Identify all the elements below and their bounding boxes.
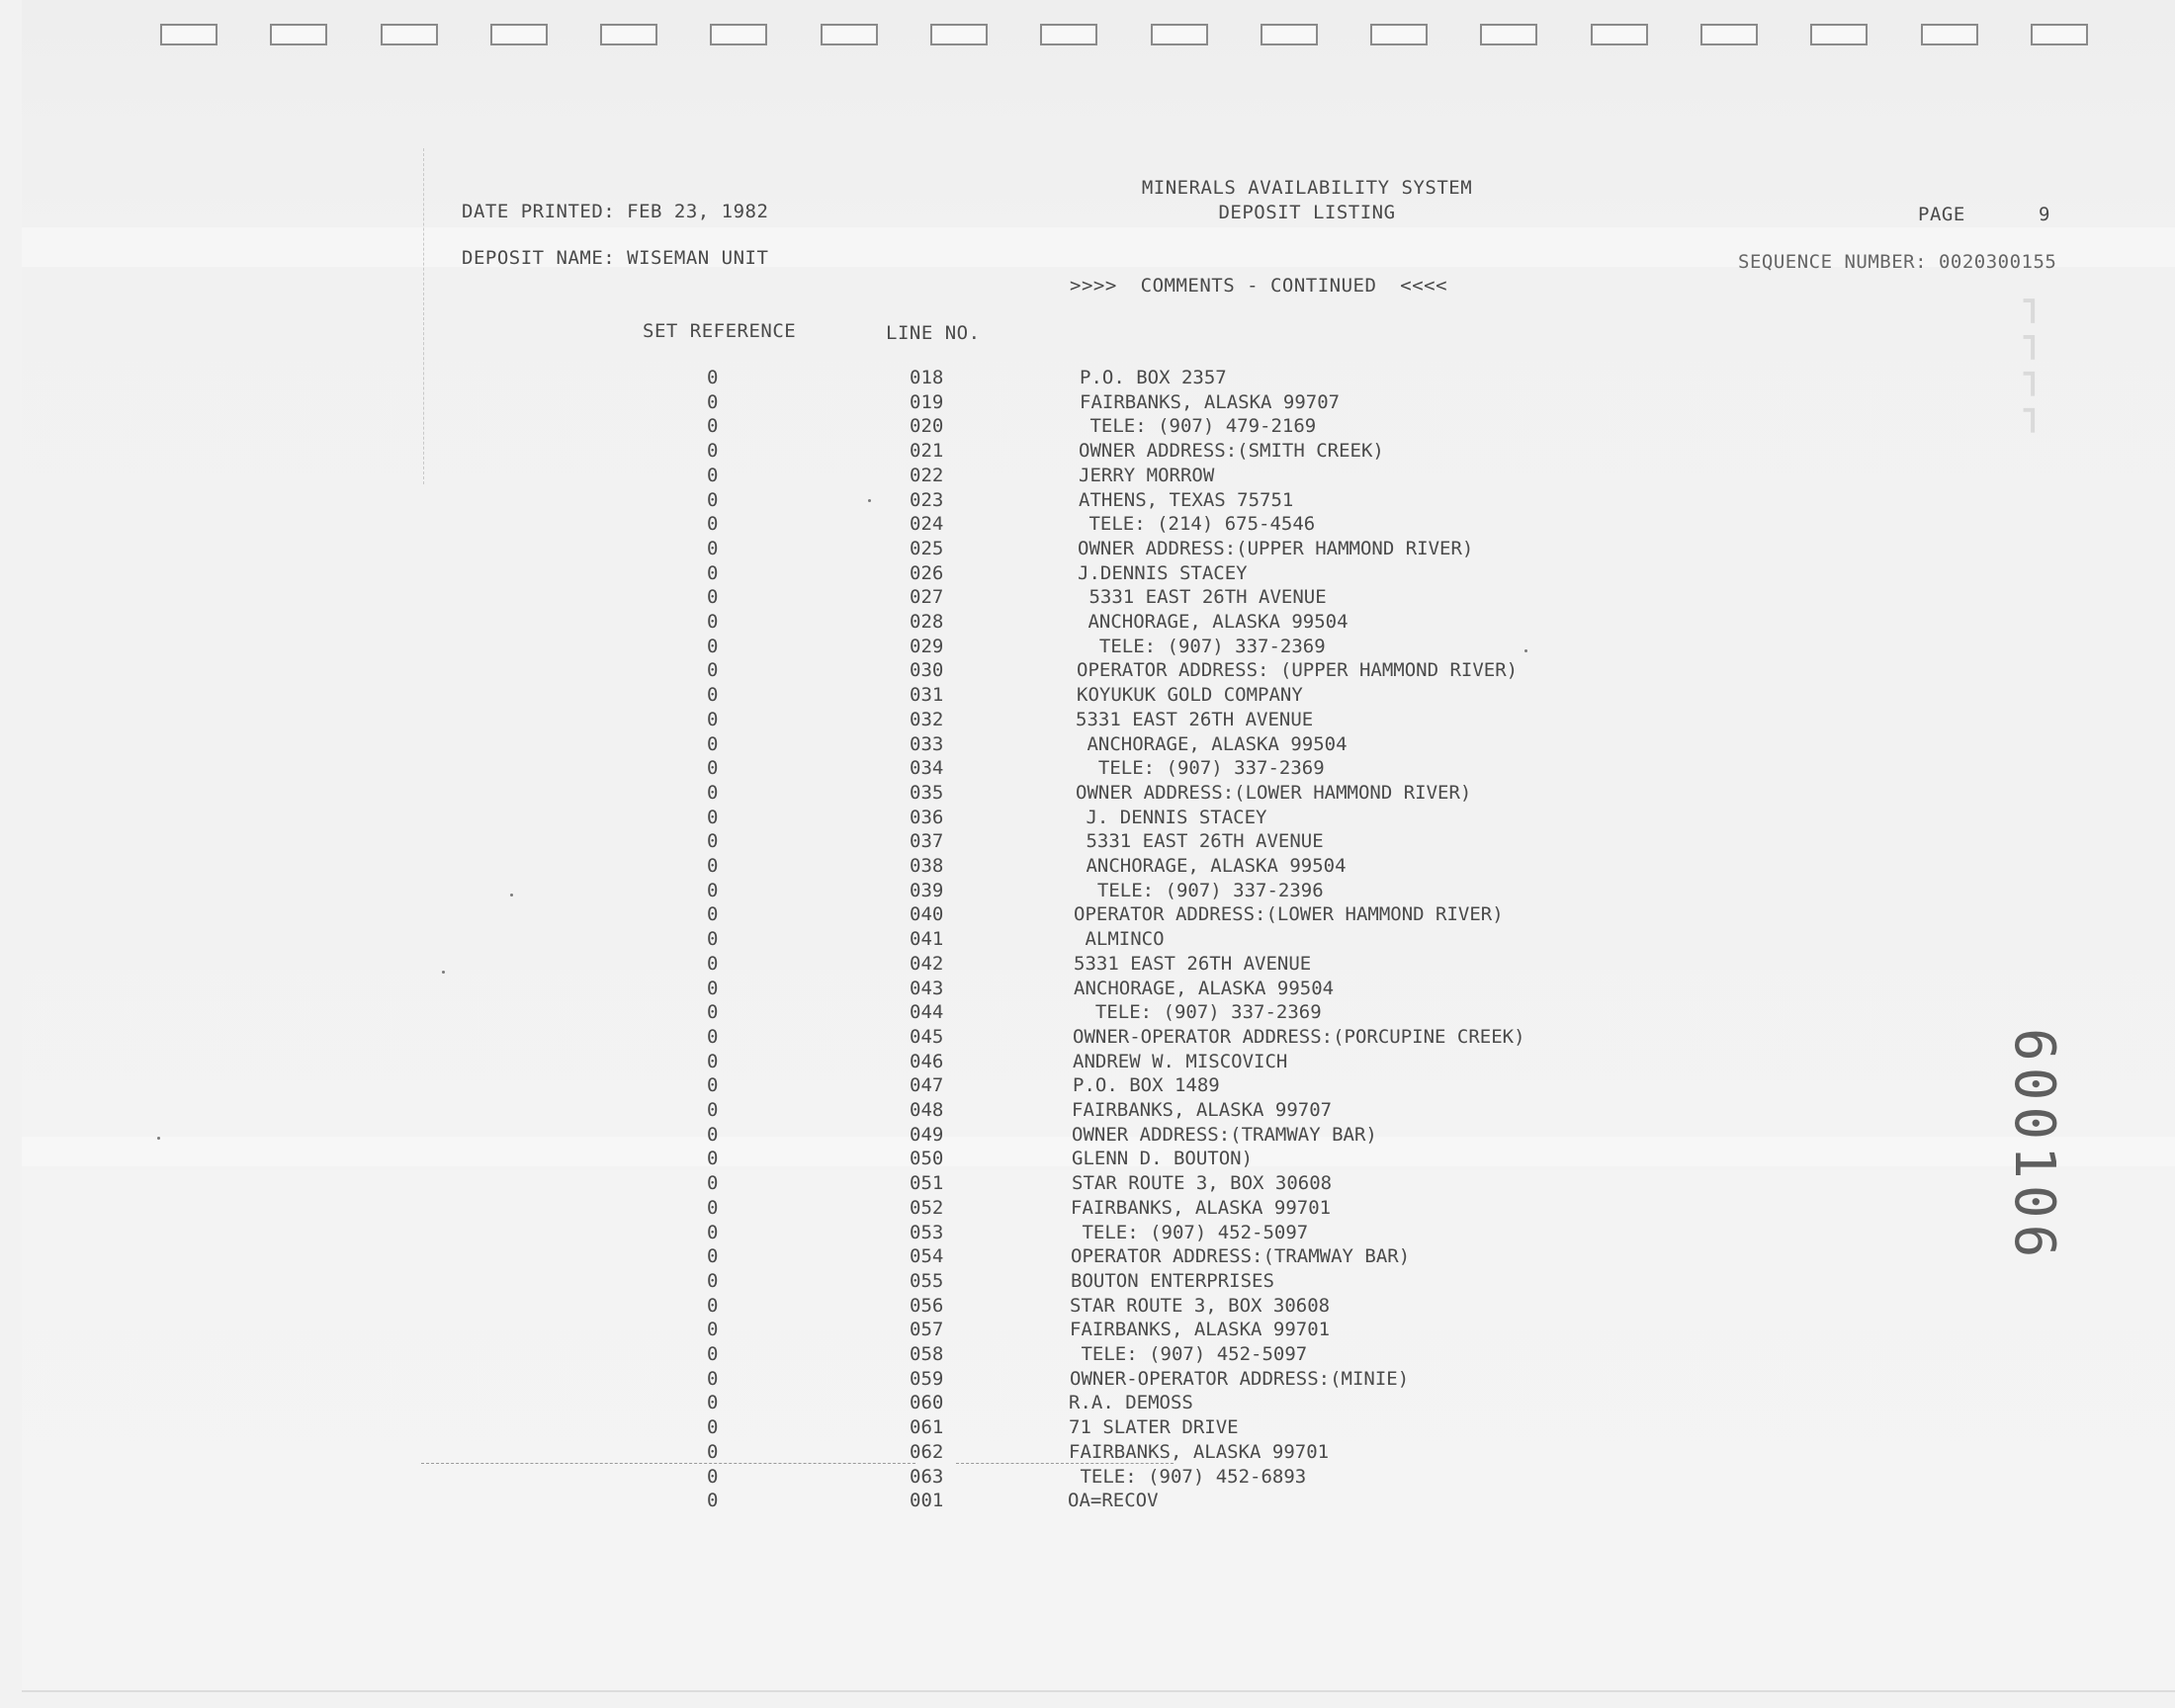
table-row (22, 1172, 2175, 1196)
comment-text-cell: FAIRBANKS, ALASKA 99707 (1072, 1099, 1333, 1121)
line-number-cell: 036 (910, 806, 944, 828)
line-number-cell: 048 (910, 1099, 944, 1121)
table-row (22, 367, 2175, 390)
line-number-cell: 024 (910, 513, 944, 536)
sprocket-hole (1040, 24, 1097, 45)
table-row (22, 1490, 2175, 1513)
tear-line (421, 1463, 915, 1464)
set-reference-cell: 0 (707, 1367, 719, 1390)
column-header-set-reference: SET REFERENCE (643, 320, 797, 342)
comment-text-cell: P.O. BOX 1489 (1073, 1074, 1220, 1097)
line-number-cell: 058 (910, 1343, 944, 1365)
sprocket-hole (1261, 24, 1318, 45)
comment-text-cell: GLENN D. BOUTON) (1072, 1148, 1254, 1170)
comment-text-cell: FAIRBANKS, ALASKA 99701 (1070, 1319, 1331, 1341)
page-label: PAGE (1918, 204, 1965, 225)
comment-text-cell: ANCHORAGE, ALASKA 99504 (1076, 732, 1348, 755)
table-row (22, 1124, 2175, 1148)
table-row (22, 1392, 2175, 1415)
table-row (22, 538, 2175, 561)
comment-text-cell: OWNER-OPERATOR ADDRESS:(MINIE) (1070, 1367, 1410, 1390)
comment-text-cell: JERRY MORROW (1079, 464, 1215, 486)
sprocket-hole (1810, 24, 1868, 45)
line-number-cell: 030 (910, 659, 944, 682)
table-row (22, 1416, 2175, 1440)
set-reference-cell: 0 (707, 952, 719, 975)
set-reference-cell: 0 (707, 513, 719, 536)
comment-text-cell: OWNER ADDRESS:(UPPER HAMMOND RIVER) (1078, 537, 1474, 559)
line-number-cell: 037 (910, 830, 944, 853)
table-row (22, 1295, 2175, 1319)
table-row (22, 733, 2175, 757)
set-reference-cell: 0 (707, 1392, 719, 1414)
line-number-cell: 035 (910, 781, 944, 804)
set-reference-cell: 0 (707, 1294, 719, 1317)
table-row (22, 489, 2175, 513)
set-reference-cell: 0 (707, 1074, 719, 1097)
comment-text-cell: 71 SLATER DRIVE (1069, 1416, 1239, 1439)
table-row (22, 978, 2175, 1001)
set-reference-cell: 0 (707, 1221, 719, 1243)
date-printed: DATE PRINTED: FEB 23, 1982 (462, 201, 769, 222)
set-reference-cell: 0 (707, 806, 719, 828)
table-row (22, 1099, 2175, 1123)
table-row (22, 415, 2175, 439)
line-number-cell: 054 (910, 1245, 944, 1268)
line-number-cell: 041 (910, 928, 944, 951)
set-reference-cell: 0 (707, 415, 719, 438)
table-row (22, 880, 2175, 903)
sprocket-hole (160, 24, 218, 45)
sprocket-hole (2031, 24, 2088, 45)
speck (442, 971, 445, 974)
line-number-cell: 060 (910, 1392, 944, 1414)
line-number-cell: 043 (910, 977, 944, 999)
set-reference-cell: 0 (707, 659, 719, 682)
comment-text-cell: TELE: (907) 452-5097 (1071, 1221, 1309, 1243)
comment-text-cell: OWNER-OPERATOR ADDRESS:(PORCUPINE CREEK) (1073, 1025, 1525, 1048)
table-row (22, 1051, 2175, 1074)
line-number-cell: 044 (910, 1001, 944, 1024)
line-number-cell: 028 (910, 611, 944, 633)
set-reference-cell: 0 (707, 879, 719, 901)
comment-text-cell: 5331 EAST 26TH AVENUE (1074, 952, 1312, 975)
line-number-cell: 029 (910, 635, 944, 657)
table-row (22, 562, 2175, 586)
comment-text-cell: R.A. DEMOSS (1069, 1392, 1193, 1414)
table-row (22, 709, 2175, 732)
set-reference-cell: 0 (707, 464, 719, 486)
table-row (22, 1001, 2175, 1025)
comment-text-cell: KOYUKUK GOLD COMPANY (1077, 684, 1303, 707)
speck (1524, 649, 1527, 652)
line-number-cell: 051 (910, 1172, 944, 1195)
set-reference-cell: 0 (707, 830, 719, 853)
sprocket-hole (1700, 24, 1758, 45)
comment-text-cell: TELE: (907) 337-2369 (1077, 635, 1326, 657)
table-row (22, 953, 2175, 977)
line-number-cell: 052 (910, 1196, 944, 1219)
line-number-cell: 020 (910, 415, 944, 438)
table-row (22, 782, 2175, 806)
set-reference-cell: 0 (707, 1440, 719, 1463)
comment-text-cell: 5331 EAST 26TH AVENUE (1076, 708, 1314, 730)
comment-text-cell: J. DENNIS STACEY (1075, 806, 1267, 828)
set-reference-cell: 0 (707, 390, 719, 413)
line-number-cell: 001 (910, 1490, 944, 1512)
comment-text-cell: ANCHORAGE, ALASKA 99504 (1074, 977, 1335, 999)
comment-text-cell: STAR ROUTE 3, BOX 30608 (1070, 1294, 1331, 1317)
set-reference-cell: 0 (707, 1490, 719, 1512)
line-number-cell: 032 (910, 708, 944, 730)
table-row (22, 513, 2175, 537)
margin-stamp: 600106 (2002, 1028, 2066, 1264)
set-reference-cell: 0 (707, 708, 719, 730)
table-row (22, 1368, 2175, 1392)
sequence-number: SEQUENCE NUMBER: 0020300155 (1738, 251, 2057, 273)
table-row (22, 1222, 2175, 1245)
table-row (22, 684, 2175, 708)
line-number-cell: 034 (910, 757, 944, 780)
line-number-cell: 022 (910, 464, 944, 486)
table-row (22, 1197, 2175, 1221)
system-title: MINERALS AVAILABILITY SYSTEM (1141, 177, 1473, 199)
set-reference-cell: 0 (707, 537, 719, 559)
comment-text-cell: TELE: (907) 452-6893 (1069, 1465, 1307, 1488)
set-reference-cell: 0 (707, 757, 719, 780)
set-reference-cell: 0 (707, 1465, 719, 1488)
set-reference-cell: 0 (707, 781, 719, 804)
set-reference-cell: 0 (707, 732, 719, 755)
sprocket-hole (1591, 24, 1648, 45)
section-title: >>>> COMMENTS - CONTINUED <<<< (1070, 275, 1448, 297)
line-number-cell: 042 (910, 952, 944, 975)
line-number-cell: 025 (910, 537, 944, 559)
show-through-marks: ⌐⌐⌐⌐ (2003, 297, 2058, 443)
line-number-cell: 026 (910, 561, 944, 584)
table-row (22, 391, 2175, 415)
line-number-cell: 021 (910, 440, 944, 463)
comment-text-cell: TELE: (907) 337-2369 (1073, 1001, 1322, 1024)
set-reference-cell: 0 (707, 561, 719, 584)
speck (510, 894, 513, 897)
comment-text-cell: TELE: (907) 337-2396 (1075, 879, 1324, 901)
sprocket-hole-row (160, 24, 2088, 51)
table-row (22, 830, 2175, 854)
set-reference-cell: 0 (707, 855, 719, 877)
set-reference-cell: 0 (707, 1172, 719, 1195)
line-number-cell: 019 (910, 390, 944, 413)
line-number-cell: 039 (910, 879, 944, 901)
line-number-cell: 049 (910, 1123, 944, 1146)
comment-text-cell: TELE: (214) 675-4546 (1078, 513, 1316, 536)
comment-text-cell: OPERATOR ADDRESS: (UPPER HAMMOND RIVER) (1077, 659, 1519, 682)
sprocket-hole (490, 24, 548, 45)
printout-sheet (22, 0, 2175, 1692)
comment-text-cell: TELE: (907) 452-5097 (1070, 1343, 1308, 1365)
set-reference-cell: 0 (707, 611, 719, 633)
comment-text-cell: OA=RECOV (1068, 1490, 1159, 1512)
line-number-cell: 023 (910, 488, 944, 511)
sprocket-hole (1480, 24, 1537, 45)
set-reference-cell: 0 (707, 1416, 719, 1439)
table-row (22, 855, 2175, 879)
comment-text-cell: P.O. BOX 2357 (1080, 367, 1227, 388)
set-reference-cell: 0 (707, 1099, 719, 1121)
line-number-cell: 062 (910, 1440, 944, 1463)
sprocket-hole (821, 24, 878, 45)
speck (157, 1137, 160, 1140)
set-reference-cell: 0 (707, 1269, 719, 1292)
sprocket-hole (1151, 24, 1208, 45)
sprocket-hole (600, 24, 657, 45)
comment-text-cell: OWNER ADDRESS:(LOWER HAMMOND RIVER) (1076, 781, 1472, 804)
sprocket-hole (930, 24, 988, 45)
set-reference-cell: 0 (707, 684, 719, 707)
set-reference-cell: 0 (707, 1001, 719, 1024)
table-row (22, 903, 2175, 927)
line-number-cell: 053 (910, 1221, 944, 1243)
sprocket-hole (710, 24, 767, 45)
set-reference-cell: 0 (707, 1319, 719, 1341)
table-row (22, 1441, 2175, 1465)
line-number-cell: 018 (910, 367, 944, 388)
table-row (22, 1270, 2175, 1294)
line-number-cell: 050 (910, 1148, 944, 1170)
line-number-cell: 055 (910, 1269, 944, 1292)
table-row (22, 757, 2175, 781)
set-reference-cell: 0 (707, 488, 719, 511)
comment-text-cell: ANCHORAGE, ALASKA 99504 (1077, 611, 1348, 633)
table-row (22, 636, 2175, 659)
set-reference-cell: 0 (707, 1245, 719, 1268)
deposit-name: DEPOSIT NAME: WISEMAN UNIT (462, 247, 769, 269)
comment-text-cell: STAR ROUTE 3, BOX 30608 (1072, 1172, 1333, 1195)
line-number-cell: 033 (910, 732, 944, 755)
sprocket-hole (1921, 24, 1978, 45)
line-number-cell: 038 (910, 855, 944, 877)
set-reference-cell: 0 (707, 635, 719, 657)
set-reference-cell: 0 (707, 903, 719, 926)
page-number: 9 (2039, 204, 2050, 225)
set-reference-cell: 0 (707, 1343, 719, 1365)
table-row (22, 1466, 2175, 1490)
comment-text-cell: OPERATOR ADDRESS:(LOWER HAMMOND RIVER) (1074, 903, 1504, 926)
comment-text-cell: 5331 EAST 26TH AVENUE (1078, 586, 1327, 609)
line-number-cell: 059 (910, 1367, 944, 1390)
line-number-cell: 061 (910, 1416, 944, 1439)
comment-text-cell: ATHENS, TEXAS 75751 (1079, 488, 1294, 511)
sprocket-hole (381, 24, 438, 45)
sprocket-hole (1370, 24, 1428, 45)
set-reference-cell: 0 (707, 977, 719, 999)
table-row (22, 1343, 2175, 1367)
table-row (22, 928, 2175, 952)
set-reference-cell: 0 (707, 1196, 719, 1219)
sprocket-hole (270, 24, 327, 45)
table-row (22, 1074, 2175, 1098)
set-reference-cell: 0 (707, 1123, 719, 1146)
comment-text-cell: ANCHORAGE, ALASKA 99504 (1075, 855, 1347, 877)
table-row (22, 440, 2175, 464)
set-reference-cell: 0 (707, 440, 719, 463)
comment-text-cell: 5331 EAST 26TH AVENUE (1075, 830, 1324, 853)
line-number-cell: 040 (910, 903, 944, 926)
set-reference-cell: 0 (707, 367, 719, 388)
table-row (22, 1026, 2175, 1050)
set-reference-cell: 0 (707, 1050, 719, 1072)
set-reference-cell: 0 (707, 586, 719, 609)
line-number-cell: 031 (910, 684, 944, 707)
line-number-cell: 056 (910, 1294, 944, 1317)
comment-text-cell: TELE: (907) 337-2369 (1076, 757, 1325, 780)
table-row (22, 586, 2175, 610)
line-number-cell: 063 (910, 1465, 944, 1488)
table-row (22, 465, 2175, 488)
line-number-cell: 045 (910, 1025, 944, 1048)
comment-text-cell: TELE: (907) 479-2169 (1079, 415, 1317, 438)
speck (868, 499, 871, 502)
line-number-cell: 027 (910, 586, 944, 609)
set-reference-cell: 0 (707, 1025, 719, 1048)
comment-text-cell: ALMINCO (1074, 928, 1165, 951)
set-reference-cell: 0 (707, 928, 719, 951)
comment-text-cell: BOUTON ENTERPRISES (1071, 1269, 1274, 1292)
line-number-cell: 047 (910, 1074, 944, 1097)
comment-text-cell: FAIRBANKS, ALASKA 99701 (1069, 1440, 1330, 1463)
table-row (22, 1148, 2175, 1171)
line-number-cell: 057 (910, 1319, 944, 1341)
comment-text-cell: FAIRBANKS, ALASKA 99707 (1080, 390, 1341, 413)
set-reference-cell: 0 (707, 1148, 719, 1170)
comment-text-cell: OPERATOR ADDRESS:(TRAMWAY BAR) (1071, 1245, 1411, 1268)
listing-title: DEPOSIT LISTING (1218, 202, 1396, 223)
tear-line (956, 1463, 1174, 1464)
table-row (22, 659, 2175, 683)
column-header-line-no: LINE NO. (886, 322, 981, 344)
table-row (22, 807, 2175, 830)
table-row (22, 611, 2175, 635)
comment-text-cell: ANDREW W. MISCOVICH (1073, 1050, 1288, 1072)
comment-text-cell: OWNER ADDRESS:(SMITH CREEK) (1079, 440, 1384, 463)
table-row (22, 1319, 2175, 1342)
comment-text-cell: J.DENNIS STACEY (1078, 561, 1248, 584)
table-row (22, 1245, 2175, 1269)
line-number-cell: 046 (910, 1050, 944, 1072)
comment-text-cell: OWNER ADDRESS:(TRAMWAY BAR) (1072, 1123, 1377, 1146)
comment-text-cell: FAIRBANKS, ALASKA 99701 (1071, 1196, 1332, 1219)
